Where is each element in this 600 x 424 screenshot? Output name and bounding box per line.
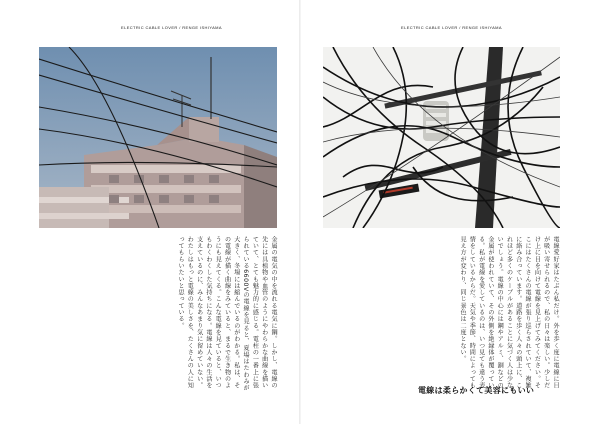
utility-pole-cables-photo (323, 47, 560, 228)
right-photo (323, 47, 560, 228)
headline: 電線は柔らかくて美容にもいい (418, 386, 535, 395)
left-body-text: 金属の電気の中を流れる電気に鋼。しかし、電線の先には具植物や血管のようにやわらかな曲線を描いていて、とても魅力的に感じる。電柱の一番上に張られている6600Vの電線を見ると、夏場はたわみが大きく、冬場には縮んでいるのがわかる。私は、その電線が描く曲線をみていると、まるで生き物のようにも見えてくる。こんな電線を見ていると、いつもわくわくした気持ちになる。電線は人々の生活を支えているのに、みんなあまり気に留めていない。わたしはもっと電線の美しさを、たくさんの人に知ってもらいたいと思っている。 (177, 236, 277, 392)
right-body-text: 電線愛好家はたぶん私だけ。外を歩く度に電線に目が吸い寄せられるので、私の日々は楽しい。少しだけ上に目を向けて電線を見上げてみてください。そこにはたくさんの電線が張り巡らされていて、複雑に絡み合っています。道路を歩く人々の頭上に、これほど多くのケーブルがあることに気づく人は少ないでしょう。電線の中心には鋼やアルミ、銅などの金属が使われていて、その外側を絶縁体が覆っている。私が電線を愛しているのは、いつ見ても違う表情をしているからだ。天気や季節、時間によっても見え方が変わり、同じ景色は二度とない。 (459, 236, 559, 389)
left-photo (39, 47, 277, 228)
apartment-building-photo (39, 47, 277, 228)
page-gutter (299, 0, 301, 424)
left-running-head: ELECTRIC CABLE LOVER / RENGE ISHIYAMA (121, 25, 222, 30)
right-running-head: ELECTRIC CABLE LOVER / RENGE ISHIYAMA (401, 25, 502, 30)
